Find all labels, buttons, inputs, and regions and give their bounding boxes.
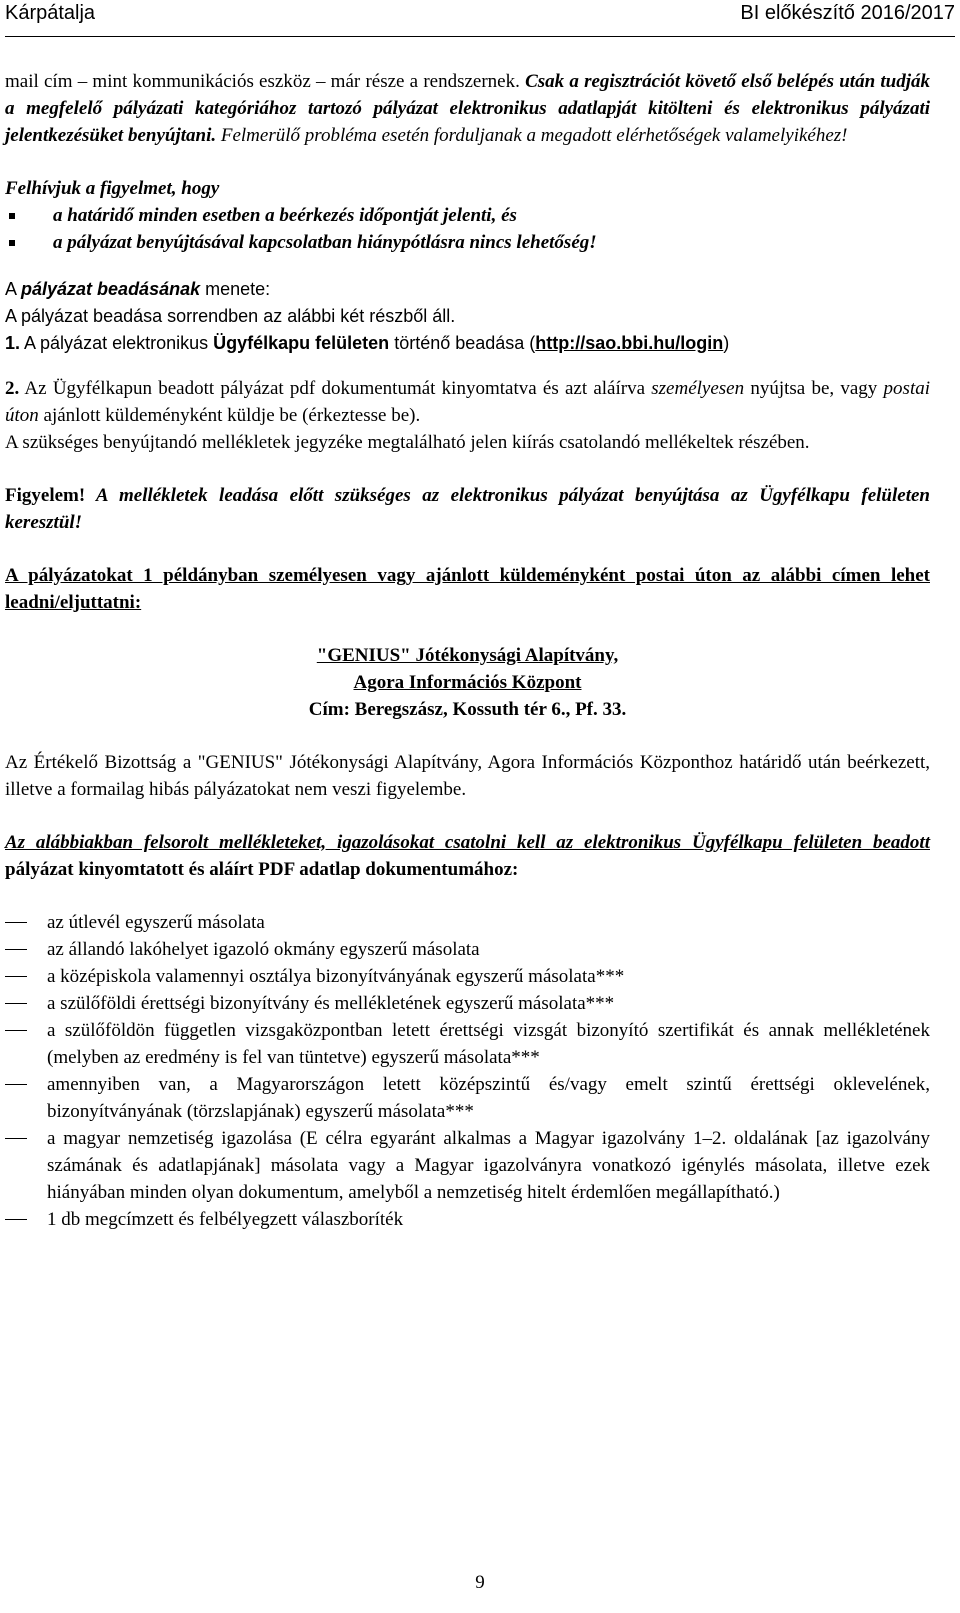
header-divider	[5, 36, 955, 37]
attachment-item: a szülőföldi érettségi bizonyítvány és mellékletének egyszerű másolata***	[5, 990, 930, 1017]
process-heading: A pályázat beadásának menete:	[5, 279, 271, 299]
square-bullet-icon	[9, 213, 15, 219]
attachment-item: a szülőföldön független vizsgaközpontban letett érettségi vizsgát bizonyító szertifikát és annak mellékletének (melyben az eredmény is fel van tüntetve) egyszerű másolata***	[5, 1017, 930, 1071]
dash-bullet-icon	[5, 922, 27, 923]
intro-normal: mail cím – mint kommunikációs eszköz – már része a rendszernek.	[5, 71, 526, 92]
attachment-item: a középiskola valamennyi osztálya bizonyítványának egyszerű másolata***	[5, 963, 930, 990]
login-link[interactable]: http://sao.bbi.hu/login	[535, 333, 724, 353]
attachments-list	[5, 909, 930, 1233]
attachment-item: az állandó lakóhelyet igazoló okmány egyszerű másolata	[5, 936, 930, 963]
submission-instructions: A pályázatokat 1 példányban személyesen vagy ajánlott küldeményként postai úton az alábbi címen lehet leadni/eljuttatni:	[5, 565, 930, 613]
intro-paragraph	[5, 68, 930, 149]
page-number: 9	[475, 1572, 485, 1593]
notice-item: a pályázat benyújtásával kapcsolatban hiánypótlásra nincs lehetőség!	[9, 229, 930, 256]
attachment-item: a magyar nemzetiség igazolása (E célra egyaránt alkalmas a Magyar igazolvány 1–2. oldalának [az igazolvány számának és adatlapjának] másolata vagy a Magyar igazolványra vonatkozó igénylés másolata, illetve ezek hiányában minden olyan dokumentum, amelyből a nemzetiség hitelt érdemlően megállapítható.)	[5, 1125, 930, 1206]
address-center: Agora Információs Központ	[353, 672, 582, 693]
dash-bullet-icon	[5, 949, 27, 950]
attachment-item: amennyiben van, a Magyarországon letett középszintű és/vagy emelt szintű érettségi oklevelének, bizonyítványának (törzslapjának) egyszerű másolata***	[5, 1071, 930, 1125]
dash-bullet-icon	[5, 1138, 27, 1139]
header-program: BI előkészítő 2016/2017	[740, 2, 955, 24]
attachments-intro: Az alábbiakban felsorolt mellékleteket, igazolásokat csatolni kell az elektronikus Ügyfélkapu felületen beadott pályázat kinyomtatott és aláírt PDF adatlap dokumentumához:	[5, 832, 930, 880]
dash-bullet-icon	[5, 976, 27, 977]
process-intro: A pályázat beadása sorrendben az alábbi két részből áll.	[5, 306, 456, 326]
dash-bullet-icon	[5, 1084, 27, 1085]
notice-title: Felhívjuk a figyelmet, hogy	[5, 178, 220, 199]
notice-list	[5, 202, 930, 256]
dash-bullet-icon	[5, 1003, 27, 1004]
square-bullet-icon	[9, 240, 15, 246]
dash-bullet-icon	[5, 1219, 27, 1220]
warning-paragraph: Figyelem! A mellékletek leadása előtt szükséges az elektronikus pályázat benyújtása az Ügyfélkapu felületen keresztül!	[5, 485, 930, 533]
attachment-item: 1 db megcímzett és felbélyegzett válaszboríték	[5, 1206, 930, 1233]
page-content	[5, 68, 930, 1233]
address-org: "GENIUS" Jótékonysági Alapítvány,	[316, 645, 619, 666]
committee-paragraph: Az Értékelő Bizottság a "GENIUS" Jótékonysági Alapítvány, Agora Információs Központhoz határidő után beérkezett, illetve a formailag hibás pályázatokat nem veszi figyelembe.	[5, 752, 930, 800]
attachments-location-note: A szükséges benyújtandó mellékletek jegyzéke megtalálható jelen kiírás csatolandó mellékeltek részében.	[5, 432, 810, 453]
header-region: Kárpátalja	[5, 2, 96, 24]
address-street: Cím: Beregszász, Kossuth tér 6., Pf. 33.	[308, 699, 627, 720]
process-step-1: 1. A pályázat elektronikus Ügyfélkapu felületen történő beadása (http://sao.bbi.hu/login)	[5, 333, 730, 353]
dash-bullet-icon	[5, 1030, 27, 1031]
process-step-2: 2. Az Ügyfélkapun beadott pályázat pdf dokumentumát kinyomtatva és azt aláírva személyesen nyújtsa be, vagy postai úton ajánlott küldeményként küldje be (érkeztesse be).	[5, 378, 930, 426]
intro-contact-note: Felmerülő probléma esetén forduljanak a megadott elérhetőségek valamelyikéhez!	[220, 125, 848, 146]
address-block	[5, 642, 930, 723]
attachment-item: az útlevél egyszerű másolata	[5, 909, 930, 936]
intro-emphasis: Csak a regisztrációt követő első belépés után tudják a megfelelő pályázati kategóriához tartozó pályázat elektronikus adatlapját kitölteni és elektronikus pályázati jelentkezésüket benyújtani.	[5, 71, 930, 146]
page-header	[5, 2, 955, 32]
notice-item: a határidő minden esetben a beérkezés időpontját jelenti, és	[9, 202, 930, 229]
